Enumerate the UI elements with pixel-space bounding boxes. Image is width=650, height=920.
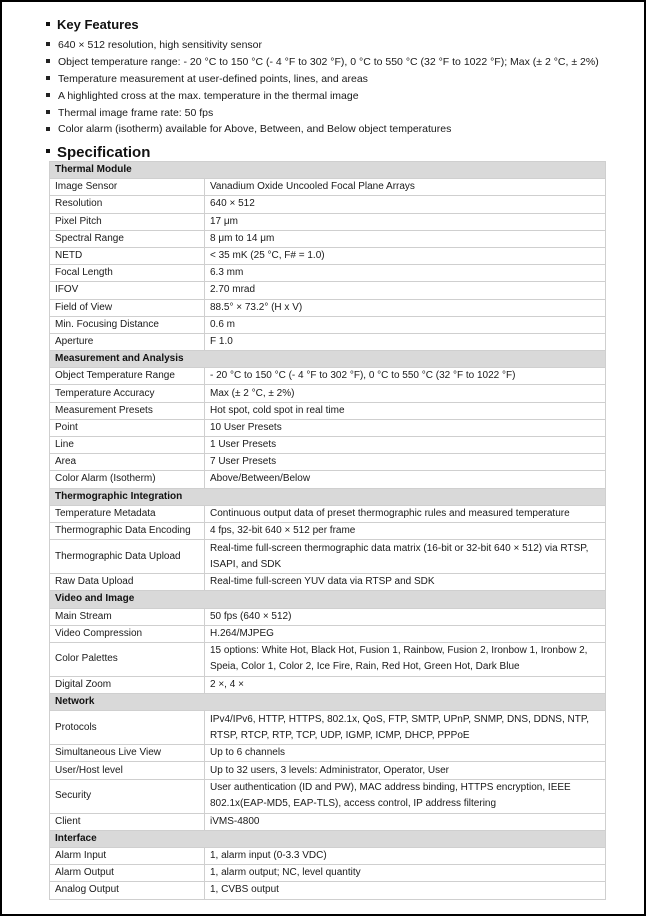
spec-label: Temperature Metadata bbox=[50, 505, 205, 522]
spec-value: Continuous output data of preset thermographic rules and measured temperature bbox=[205, 505, 606, 522]
spec-value: Real-time full-screen YUV data via RTSP and SDK bbox=[205, 574, 606, 591]
spec-value: 88.5° × 73.2° (H x V) bbox=[205, 299, 606, 316]
spec-label: Video Compression bbox=[50, 625, 205, 642]
spec-value: Real-time full-screen thermographic data matrix (16-bit or 32-bit 640 × 512) via RTSP, ISAPI, and SDK bbox=[205, 540, 606, 574]
spec-row bbox=[50, 282, 606, 299]
key-feature-item bbox=[46, 71, 599, 88]
specification-heading bbox=[46, 144, 150, 161]
spec-category-row bbox=[50, 694, 606, 711]
key-feature-item bbox=[46, 121, 599, 138]
spec-row bbox=[50, 196, 606, 213]
spec-row bbox=[50, 574, 606, 591]
spec-value: Vanadium Oxide Uncooled Focal Plane Arrays bbox=[205, 179, 606, 196]
spec-row bbox=[50, 711, 606, 745]
spec-label: Color Alarm (Isotherm) bbox=[50, 471, 205, 488]
key-feature-text: Thermal image frame rate: 50 fps bbox=[58, 106, 214, 119]
spec-value: 50 fps (640 × 512) bbox=[205, 608, 606, 625]
spec-label: User/Host level bbox=[50, 762, 205, 779]
spec-value: 0.6 m bbox=[205, 316, 606, 333]
spec-label: Min. Focusing Distance bbox=[50, 316, 205, 333]
key-feature-item bbox=[46, 88, 599, 105]
spec-category-row bbox=[50, 351, 606, 368]
specification-title: Specification bbox=[57, 144, 151, 161]
key-feature-item bbox=[46, 54, 599, 71]
spec-row bbox=[50, 505, 606, 522]
spec-value: User authentication (ID and PW), MAC address binding, HTTPS encryption, IEEE 802.1x(EAP-MD5, EAP-TLS), access control, IP address filtering bbox=[205, 779, 606, 813]
spec-label: Alarm Output bbox=[50, 865, 205, 882]
spec-label: Resolution bbox=[50, 196, 205, 213]
spec-row bbox=[50, 848, 606, 865]
spec-value: 7 User Presets bbox=[205, 454, 606, 471]
spec-label: Temperature Accuracy bbox=[50, 385, 205, 402]
spec-row bbox=[50, 865, 606, 882]
spec-row bbox=[50, 333, 606, 350]
spec-label: Thermographic Data Encoding bbox=[50, 522, 205, 539]
spec-label: Protocols bbox=[50, 711, 205, 745]
spec-value: 1, CVBS output bbox=[205, 882, 606, 899]
spec-row bbox=[50, 608, 606, 625]
key-features-list bbox=[46, 37, 599, 138]
spec-value: 1, alarm input (0-3.3 VDC) bbox=[205, 848, 606, 865]
spec-value: Above/Between/Below bbox=[205, 471, 606, 488]
spec-label: Security bbox=[50, 779, 205, 813]
spec-label: Raw Data Upload bbox=[50, 574, 205, 591]
spec-label: Thermographic Data Upload bbox=[50, 540, 205, 574]
key-features-heading bbox=[46, 17, 139, 32]
spec-category-label: Video and Image bbox=[50, 591, 606, 608]
spec-value: Up to 6 channels bbox=[205, 745, 606, 762]
spec-label: Aperture bbox=[50, 333, 205, 350]
spec-label: Analog Output bbox=[50, 882, 205, 899]
spec-row bbox=[50, 179, 606, 196]
spec-row bbox=[50, 762, 606, 779]
spec-value: 17 μm bbox=[205, 213, 606, 230]
spec-value: < 35 mK (25 °C, F# = 1.0) bbox=[205, 247, 606, 264]
spec-label: Spectral Range bbox=[50, 230, 205, 247]
spec-category-label: Interface bbox=[50, 830, 606, 847]
spec-row bbox=[50, 745, 606, 762]
bullet-icon bbox=[46, 93, 50, 97]
spec-label: Main Stream bbox=[50, 608, 205, 625]
spec-row bbox=[50, 540, 606, 574]
bullet-icon bbox=[46, 59, 50, 63]
spec-row bbox=[50, 676, 606, 693]
spec-value: H.264/MJPEG bbox=[205, 625, 606, 642]
spec-row bbox=[50, 247, 606, 264]
specification-table bbox=[49, 161, 606, 900]
spec-label: Simultaneous Live View bbox=[50, 745, 205, 762]
spec-row bbox=[50, 385, 606, 402]
spec-value: Max (± 2 °C, ± 2%) bbox=[205, 385, 606, 402]
spec-row bbox=[50, 454, 606, 471]
spec-category-row bbox=[50, 488, 606, 505]
spec-value: F 1.0 bbox=[205, 333, 606, 350]
spec-row bbox=[50, 471, 606, 488]
spec-row bbox=[50, 299, 606, 316]
bullet-icon bbox=[46, 42, 50, 46]
spec-label: Point bbox=[50, 419, 205, 436]
spec-row bbox=[50, 316, 606, 333]
key-feature-text: 640 × 512 resolution, high sensitivity sensor bbox=[58, 39, 262, 51]
spec-label: Area bbox=[50, 454, 205, 471]
spec-row bbox=[50, 882, 606, 899]
key-feature-item bbox=[46, 37, 599, 54]
spec-label: Pixel Pitch bbox=[50, 213, 205, 230]
spec-value: 6.3 mm bbox=[205, 265, 606, 282]
heading-bullet-icon bbox=[46, 149, 50, 153]
spec-label: Image Sensor bbox=[50, 179, 205, 196]
spec-category-row bbox=[50, 162, 606, 179]
spec-value: 640 × 512 bbox=[205, 196, 606, 213]
spec-category-label: Thermographic Integration bbox=[50, 488, 606, 505]
key-feature-text: Color alarm (isotherm) available for Above, Between, and Below object temperatures bbox=[58, 123, 452, 136]
spec-label: NETD bbox=[50, 247, 205, 264]
spec-label: Measurement Presets bbox=[50, 402, 205, 419]
spec-value: 2 ×, 4 × bbox=[205, 676, 606, 693]
spec-value: 8 μm to 14 μm bbox=[205, 230, 606, 247]
spec-label: Field of View bbox=[50, 299, 205, 316]
spec-category-label: Thermal Module bbox=[50, 162, 606, 179]
spec-value: 4 fps, 32-bit 640 × 512 per frame bbox=[205, 522, 606, 539]
spec-row bbox=[50, 419, 606, 436]
spec-row bbox=[50, 813, 606, 830]
spec-label: IFOV bbox=[50, 282, 205, 299]
spec-value: 1, alarm output; NC, level quantity bbox=[205, 865, 606, 882]
key-feature-text: A highlighted cross at the max. temperature in the thermal image bbox=[58, 89, 359, 102]
spec-value: 2.70 mrad bbox=[205, 282, 606, 299]
spec-row bbox=[50, 213, 606, 230]
spec-value: iVMS-4800 bbox=[205, 813, 606, 830]
spec-row bbox=[50, 642, 606, 676]
spec-label: Object Temperature Range bbox=[50, 368, 205, 385]
spec-label: Focal Length bbox=[50, 265, 205, 282]
key-features-title: Key Features bbox=[57, 17, 139, 32]
heading-bullet-icon bbox=[46, 22, 50, 26]
spec-row bbox=[50, 437, 606, 454]
key-feature-text: Temperature measurement at user-defined points, lines, and areas bbox=[58, 72, 368, 85]
spec-value: IPv4/IPv6, HTTP, HTTPS, 802.1x, QoS, FTP, SMTP, UPnP, SNMP, DNS, DDNS, NTP, RTSP, RTCP, RTP, TCP, UDP, IGMP, ICMP, DHCP, PPPoE bbox=[205, 711, 606, 745]
spec-row bbox=[50, 265, 606, 282]
spec-label: Digital Zoom bbox=[50, 676, 205, 693]
spec-row bbox=[50, 522, 606, 539]
key-feature-item bbox=[46, 105, 599, 122]
spec-value: - 20 °C to 150 °C (- 4 °F to 302 °F), 0 °C to 550 °C (32 °F to 1022 °F) bbox=[205, 368, 606, 385]
spec-label: Color Palettes bbox=[50, 642, 205, 676]
spec-category-label: Network bbox=[50, 694, 606, 711]
spec-row bbox=[50, 368, 606, 385]
spec-value: 15 options: White Hot, Black Hot, Fusion 1, Rainbow, Fusion 2, Ironbow 1, Ironbow 2, Speia, Color 1, Color 2, Ice Fire, Rain, Red Hot, Green Hot, Dark Blue bbox=[205, 642, 606, 676]
spec-category-label: Measurement and Analysis bbox=[50, 351, 606, 368]
spec-label: Alarm Input bbox=[50, 848, 205, 865]
spec-row bbox=[50, 625, 606, 642]
key-feature-text: Object temperature range: - 20 °C to 150 °C (- 4 °F to 302 °F), 0 °C to 550 °C (32 °F to 1022 °F); Max (± 2 °C, ± 2%) bbox=[58, 55, 599, 68]
spec-category-row bbox=[50, 591, 606, 608]
spec-row bbox=[50, 402, 606, 419]
spec-value: Up to 32 users, 3 levels: Administrator, Operator, User bbox=[205, 762, 606, 779]
bullet-icon bbox=[46, 76, 50, 80]
spec-value: Hot spot, cold spot in real time bbox=[205, 402, 606, 419]
spec-label: Line bbox=[50, 437, 205, 454]
spec-label: Client bbox=[50, 813, 205, 830]
bullet-icon bbox=[46, 110, 50, 114]
spec-value: 10 User Presets bbox=[205, 419, 606, 436]
spec-category-row bbox=[50, 830, 606, 847]
spec-row bbox=[50, 230, 606, 247]
spec-value: 1 User Presets bbox=[205, 437, 606, 454]
spec-row bbox=[50, 779, 606, 813]
bullet-icon bbox=[46, 127, 50, 131]
